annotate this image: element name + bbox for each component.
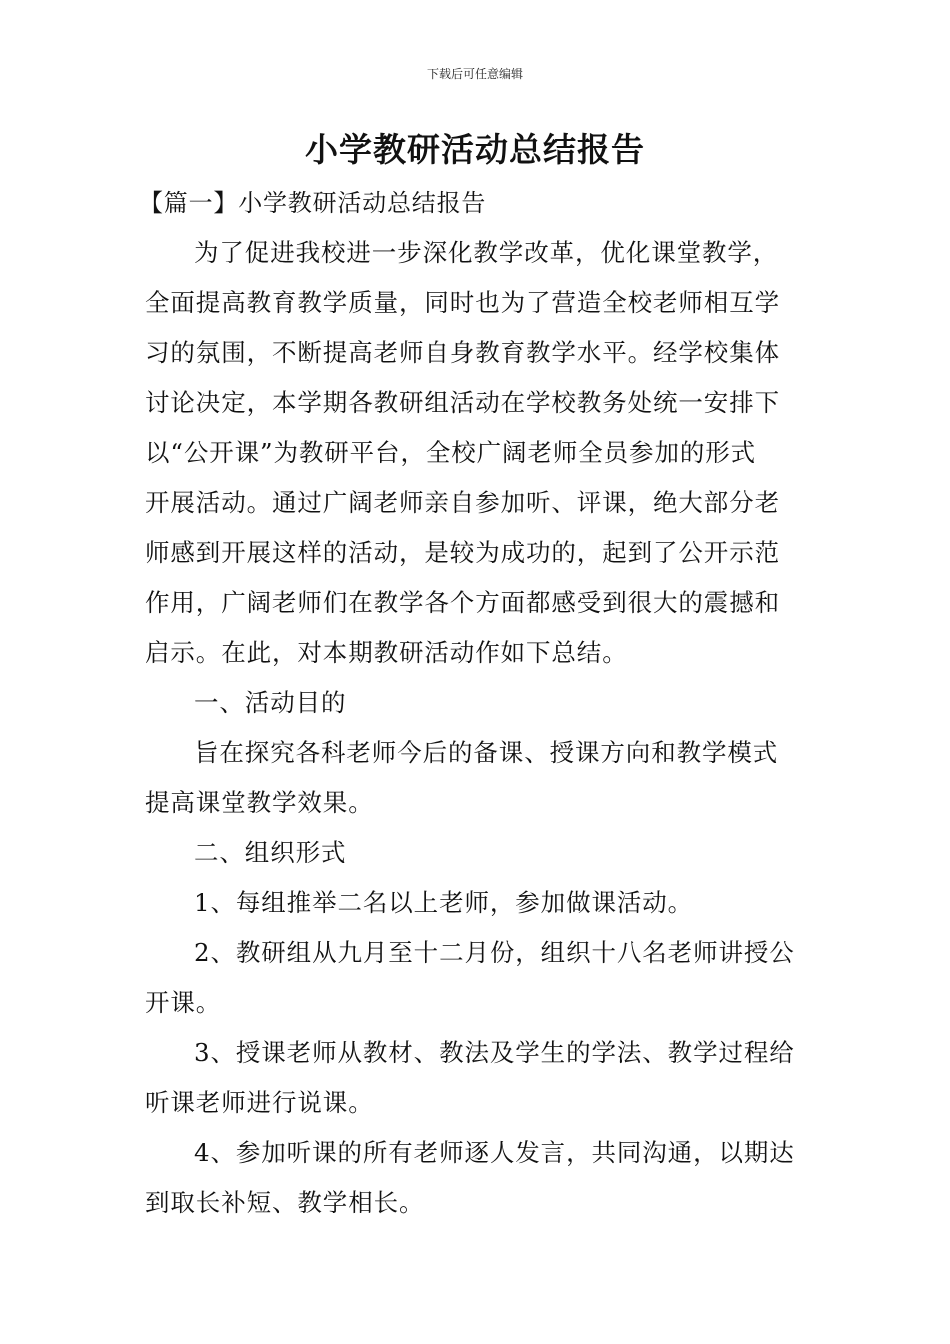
paragraph-line: 讨论决定，本学期各教研组活动在学校教务处统一安排下 — [145, 388, 780, 417]
section-title: 【篇一】小学教研活动总结报告 — [139, 189, 487, 217]
list-item-continuation: 到取长补短、教学相长。 — [145, 1188, 425, 1217]
list-item: 1、每组推举二名以上老师，参加做课活动。 — [194, 888, 694, 917]
paragraph-line: 作用，广阔老师们在教学各个方面都感受到很大的震撼和 — [145, 588, 780, 617]
paragraph-line: 提高课堂教学效果。 — [145, 788, 374, 817]
header-note: 下载后可任意编辑 — [426, 67, 523, 81]
paragraph-line: 习的氛围，不断提高老师自身教育教学水平。经学校集体 — [145, 338, 780, 367]
list-item: 4、参加听课的所有老师逐人发言，共同沟通，以期达 — [194, 1138, 795, 1167]
paragraph-line: 以“公开课”为教研平台，全校广阔老师全员参加的形式 — [145, 438, 757, 467]
heading-organization-form: 二、组织形式 — [194, 838, 347, 867]
document-title: 小学教研活动总结报告 — [305, 130, 645, 169]
paragraph-line: 启示。在此，对本期教研活动作如下总结。 — [145, 638, 628, 667]
heading-activity-purpose: 一、活动目的 — [194, 688, 347, 717]
paragraph-line: 旨在探究各科老师今后的备课、授课方向和教学模式 — [194, 738, 779, 767]
list-item-continuation: 听课老师进行说课。 — [145, 1088, 374, 1117]
list-item: 3、授课老师从教材、教法及学生的学法、教学过程给 — [194, 1038, 795, 1067]
paragraph-line: 全面提高教育教学质量，同时也为了营造全校老师相互学 — [145, 288, 780, 317]
document-body — [139, 178, 815, 1228]
list-item-continuation: 开课。 — [145, 988, 222, 1017]
paragraph-line: 师感到开展这样的活动，是较为成功的，起到了公开示范 — [145, 538, 780, 567]
paragraph-line: 开展活动。通过广阔老师亲自参加听、评课，绝大部分老 — [145, 488, 780, 517]
paragraph-line: 为了促进我校进一步深化教学改革，优化课堂教学， — [194, 238, 779, 267]
list-item: 2、教研组从九月至十二月份，组织十八名老师讲授公 — [194, 938, 795, 967]
